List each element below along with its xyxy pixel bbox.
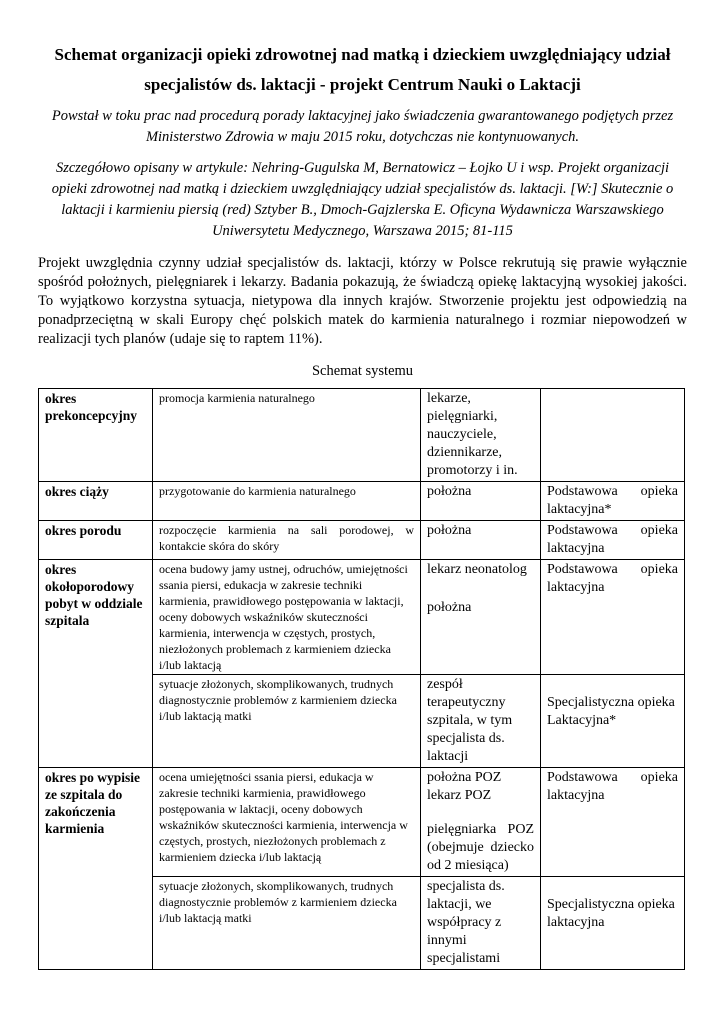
provider-line: lekarz POZ (427, 788, 492, 803)
provider-cell: położna (421, 482, 541, 521)
provider-cell: położna (421, 521, 541, 560)
provider-line: położna (427, 600, 472, 615)
care-label: Specjalistyczna opieka laktacyjna (547, 897, 675, 930)
document-title-line-2: specjalistów ds. laktacji - projekt Centrum Nauki o Laktacji (144, 75, 581, 94)
table-row (39, 768, 685, 877)
care-cell: Podstawowa opieka laktacyjna (541, 768, 685, 877)
table-row (39, 482, 685, 521)
intro-paragraph: Projekt uwzględnia czynny udział specjalistów ds. laktacji, którzy w Polsce rekrutują się prawie wyłącznie spośród położnych, pielęgniarek i lekarzy. Badania pokazują, że świadczą opiekę laktacyjną wysokiej jakości. To wyjątkowo korzystna sytuacja, nietypowa dla innych krajów. Stworzenie projektu jest odpowiedzią na ponadprzeciętną w skali Europy chęć polskich matek do karmienia naturalnego i rozmiar niepowodzeń w realizacji tych planów (udaje się to raptem 11%). (38, 255, 687, 347)
article-reference: Szczegółowo opisany w artykule: Nehring-Gugulska M, Bernatowicz – Łojko U i wsp. Projekt organizacji opieki zdrowotnej nad matką i dzieckiem uwzględniający udział specjalistów ds. laktacji. [W:] Skutecznie o laktacji i karmieniu piersią (red) Sztyber B., Dmoch-Gajzlerska E. Oficyna Wydawnicza Warszawskiego Uniwersytetu Medycznego, Warszawa 2015; 81-115 (51, 160, 674, 239)
document-title-line-1: Schemat organizacji opieki zdrowotnej nad matką i dzieckiem uwzględniający udział (54, 45, 671, 64)
provider-cell: zespół terapeutyczny szpitala, w tym specjalista ds. laktacji (421, 675, 541, 768)
activity-cell: rozpoczęcie karmienia na sali porodowej, w kontakcie skóra do skóry (153, 521, 421, 560)
schema-title: Schemat systemu (311, 363, 414, 379)
provider-line: lekarz neonatolog (427, 562, 527, 577)
schema-table (38, 388, 685, 970)
provider-line: położna POZ (427, 770, 502, 785)
provider-line: pielęgniarka POZ (obejmuje dziecko od 2 miesiąca) (427, 822, 534, 873)
provider-cell (421, 560, 541, 675)
activity-cell: promocja karmienia naturalnego (153, 389, 421, 482)
period-cell: okres ciąży (39, 482, 153, 521)
care-cell: Podstawowa opieka laktacyjna* (541, 482, 685, 521)
period-cell: okres porodu (39, 521, 153, 560)
provider-cell (421, 768, 541, 877)
activity-cell: przygotowanie do karmienia naturalnego (153, 482, 421, 521)
table-row (39, 389, 685, 482)
provider-cell: lekarze, pielęgniarki, nauczyciele, dziennikarze, promotorzy i in. (421, 389, 541, 482)
activity-cell: sytuacje złożonych, skomplikowanych, trudnych diagnostycznie problemów z karmieniem dziecka i/lub laktacją matki (153, 675, 421, 768)
period-cell: okres okołoporodowy pobyt w oddziale szpitala (39, 560, 153, 768)
table-row (39, 521, 685, 560)
care-cell: Podstawowa opieka laktacyjna (541, 521, 685, 560)
care-cell (541, 877, 685, 970)
activity-cell: ocena budowy jamy ustnej, odruchów, umiejętności ssania piersi, edukacja w zakresie techniki karmienia, prawidłowego postępowania w laktacji, oceny dobowych wskaźników skuteczności karmienia, interwencja w częstych, prostych, niezłożonych problemach z karmieniem dziecka i/lub laktacją (153, 560, 421, 675)
care-cell (541, 675, 685, 768)
document-subtitle: Powstał w toku prac nad procedurą porady laktacyjnej jako świadczenia gwarantowanego podjętych przez Ministerstwo Zdrowia w maju 2015 roku, dotychczas nie kontynuowanych. (51, 108, 674, 145)
care-cell (541, 389, 685, 482)
period-cell: okres prekoncepcyjny (39, 389, 153, 482)
care-label: Specjalistyczna opieka Laktacyjna* (547, 695, 675, 728)
period-cell: okres po wypisie ze szpitala do zakończenia karmienia (39, 768, 153, 970)
activity-cell: sytuacje złożonych, skomplikowanych, trudnych diagnostycznie problemów z karmieniem dziecka i/lub laktacją matki (153, 877, 421, 970)
table-row (39, 560, 685, 675)
provider-cell: specjalista ds. laktacji, we współpracy z innymi specjalistami (421, 877, 541, 970)
activity-cell: ocena umiejętności ssania piersi, edukacja w zakresie techniki karmienia, prawidłowego postępowania w laktacji, oceny dobowych wskaźników skuteczności karmienia, interwencja w częstych, prostych, niezłożonych problemach z karmieniem dziecka i/lub laktacją (153, 768, 421, 877)
care-cell: Podstawowa opieka laktacyjna (541, 560, 685, 675)
